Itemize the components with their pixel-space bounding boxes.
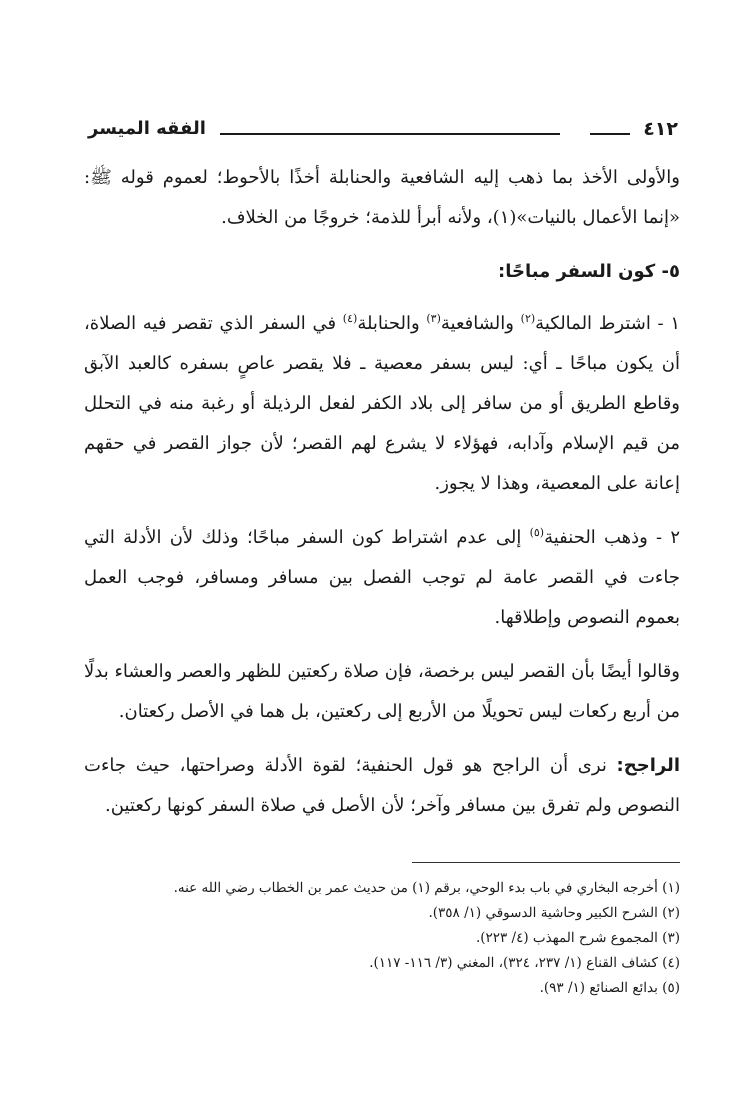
header-rule-short xyxy=(590,133,630,135)
footnote-ref-3[interactable]: (٣) xyxy=(426,312,441,325)
para2-part-a: ١ - اشترط المالكية xyxy=(535,313,680,334)
footnote-ref-5[interactable]: (٥) xyxy=(529,526,545,539)
para2-part-b: والشافعية xyxy=(440,313,521,334)
para3-part-b: إلى عدم اشتراط كون السفر مباحًا؛ وذلك لأن الأدلة التي جاءت في القصر عامة لم توجب الفصل بين مسافر ومسافر، فوجب العمل بعموم النصوص وإطلاقها. xyxy=(84,527,680,628)
para2-part-d: في السفر الذي تقصر فيه الصلاة، أن يكون مباحًا ـ أي: ليس بسفر معصية ـ فلا يقصر عاصٍ بسفره كالعبد الآبق وقاطع الطريق أو من سافر إلى بلاد الكفر لفعل الرذيلة أو رغبة منه في التحلل من قيم الإسلام وآدابه، فهؤلاء لا يشرع لهم القصر؛ لأن جواز القصر في حقهم إعانة على المعصية، وهذا لا يجوز. xyxy=(84,313,680,494)
page-header xyxy=(88,118,678,148)
section-heading: ٥- كون السفر مباحًا: xyxy=(498,261,680,282)
book-title: الفقه الميسر xyxy=(88,118,206,139)
footnote-5: (٥) بدائع الصنائع (١/ ٩٣). xyxy=(539,980,680,996)
footnotes xyxy=(84,876,680,1001)
paragraph-not-concession: وقالوا أيضًا بأن القصر ليس برخصة، فإن صلاة ركعتين للظهر والعصر والعشاء بدلًا من أربع ركعات ليس تحويلًا من الأربع إلى ركعتين، بل هما في الأصل ركعتان. xyxy=(84,661,680,722)
header-rule xyxy=(220,133,560,135)
footnote-4: (٤) كشاف القناع (١/ ٢٣٧، ٣٢٤)، المغني (٣/ ١١٦- ١١٧). xyxy=(369,955,680,971)
para2-part-c: والحنابلة xyxy=(357,313,427,334)
footnote-ref-2[interactable]: (٢) xyxy=(520,312,536,325)
footnote-separator xyxy=(412,862,680,863)
paragraph-condition-permissible xyxy=(84,304,680,504)
page-number: ٤١٢ xyxy=(643,118,678,140)
preponderant-text: نرى أن الراجح هو قول الحنفية؛ لقوة الأدلة وصراحتها، حيث جاءت النصوص ولم تفرق بين مسافر وآخر؛ لأن الأصل في صلاة السفر كونها ركعتين. xyxy=(84,755,680,816)
paragraph-preferred-view: والأولى الأخذ بما ذهب إليه الشافعية والحنابلة أخذًا بالأحوط؛ لعموم قوله ﷺ: «إنما الأعمال بالنيات»(١)، ولأنه أبرأ للذمة؛ خروجًا من الخلاف. xyxy=(84,167,680,228)
footnote-1: (١) أخرجه البخاري في باب بدء الوحي، برقم (١) من حديث عمر بن الخطاب رضي الله عنه. xyxy=(173,880,680,896)
footnote-2: (٢) الشرح الكبير وحاشية الدسوقي (١/ ٣٥٨). xyxy=(428,905,680,921)
preponderant-label: الراجح: xyxy=(616,755,680,776)
paragraph-hanafi-view xyxy=(84,518,680,638)
footnote-ref-4[interactable]: (٤) xyxy=(342,312,358,325)
main-text xyxy=(84,158,680,840)
para3-part-a: ٢ - وذهب الحنفية xyxy=(544,527,680,548)
paragraph-preponderant xyxy=(84,746,680,826)
footnote-3: (٣) المجموع شرح المهذب (٤/ ٢٢٣). xyxy=(475,930,680,946)
